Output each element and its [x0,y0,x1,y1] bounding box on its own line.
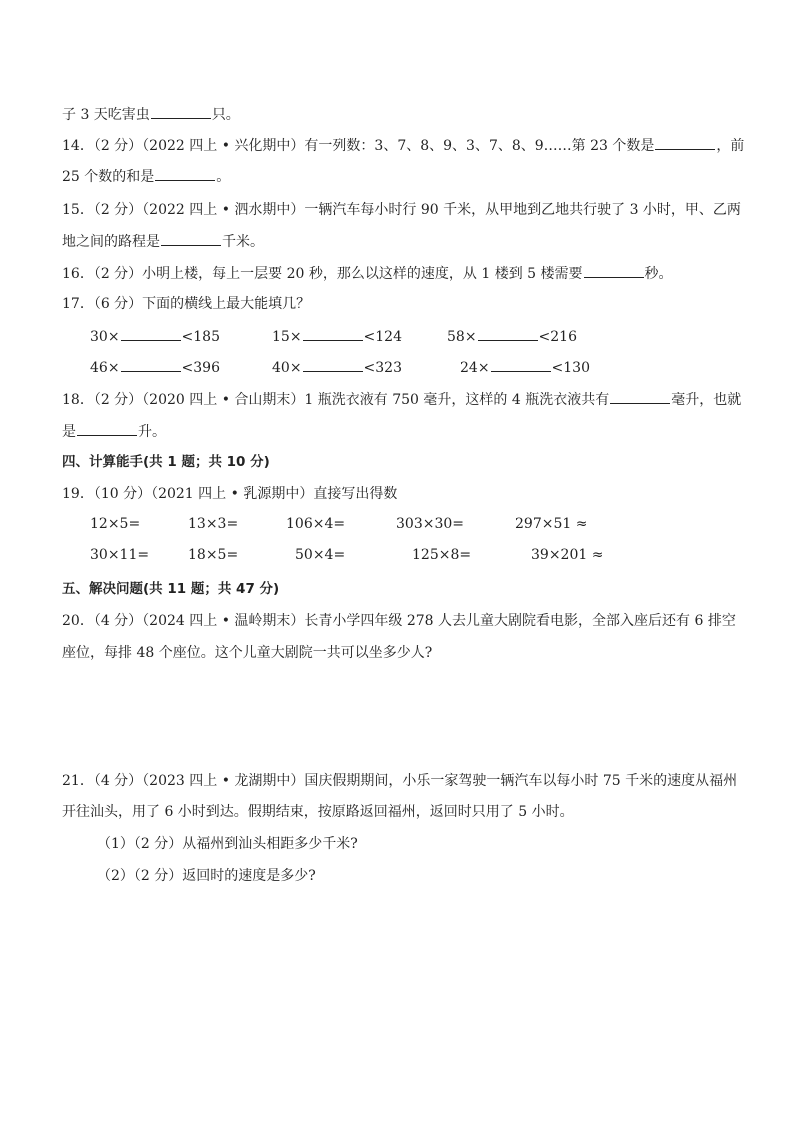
calc-item: 297×51 ≈ [515,516,588,532]
question-21-sub2: （2）（2 分）返回时的速度是多少? [97,868,316,884]
calc-item: 303×30= [396,516,464,532]
q17-item: 30× <185 [90,326,220,345]
answer-blank[interactable] [77,421,137,436]
question-18: 18．（2 分）（2020 四上 • 合山期末）1 瓶洗衣液有 750 毫升，这样的 4 瓶洗衣液共有 毫升，也就 [62,389,741,410]
question-13-tail: 子 3 天吃害虫 只。 [62,104,240,125]
answer-blank[interactable] [478,326,538,341]
section-4-heading: 四、计算能手(共 1 题；共 10 分) [62,454,270,470]
question-18-line2: 是 升。 [62,421,166,442]
section-5-heading: 五、解决问题(共 11 题；共 47 分) [62,581,280,597]
answer-blank[interactable] [121,326,181,341]
question-16: 16．（2 分）小明上楼，每上一层要 20 秒，那么以这样的速度，从 1 楼到 5 楼需要 秒。 [62,263,673,284]
calc-item: 125×8= [412,547,472,563]
calc-item: 30×11= [90,547,150,563]
answer-blank[interactable] [121,357,181,372]
q17-item: 46× <396 [90,357,220,376]
answer-blank[interactable] [584,263,644,278]
calc-item: 13×3= [188,516,239,532]
question-21-line2: 开往汕头，用了 6 小时到达。假期结束，按原路返回福州，返回时只用了 5 小时。 [62,804,574,820]
question-21-sub1: （1）（2 分）从福州到汕头相距多少千米? [97,836,358,852]
answer-blank[interactable] [610,389,670,404]
answer-blank[interactable] [151,104,211,119]
question-20: 20．（4 分）（2024 四上 • 温岭期末）长青小学四年级 278 人去儿童大剧院看电影，全部入座后还有 6 排空 [62,613,736,629]
question-14: 14．（2 分）（2022 四上 • 兴化期中）有一列数：3、7、8、9、3、7、8、9……第 23 个数是 ，前 [62,135,744,156]
q17-item: 40× <323 [272,357,402,376]
calc-item: 50×4= [295,547,346,563]
answer-blank[interactable] [491,357,551,372]
answer-blank[interactable] [161,231,221,246]
answer-blank[interactable] [303,357,363,372]
calc-item: 12×5= [90,516,141,532]
answer-blank[interactable] [155,166,215,181]
question-14-line2: 25 个数的和是 。 [62,166,230,187]
calc-item: 39×201 ≈ [531,547,604,563]
question-20-line2: 座位，每排 48 个座位。这个儿童大剧院一共可以坐多少人? [62,645,433,661]
calc-item: 106×4= [286,516,346,532]
answer-blank[interactable] [303,326,363,341]
question-17: 17．（6 分）下面的横线上最大能填几？ [62,296,311,312]
q17-item: 58× <216 [447,326,577,345]
q17-item: 24× <130 [460,357,590,376]
question-15: 15．（2 分）（2022 四上 • 泗水期中）一辆汽车每小时行 90 千米，从甲地到乙地共行驶了 3 小时，甲、乙两 [62,202,741,218]
question-19: 19．（10 分）（2021 四上 • 乳源期中）直接写出得数 [62,486,398,502]
question-15-line2: 地之间的路程是 千米。 [62,231,264,252]
answer-blank[interactable] [655,135,715,150]
q17-item: 15× <124 [272,326,402,345]
calc-item: 18×5= [188,547,239,563]
question-21: 21．（4 分）（2023 四上 • 龙湖期中）国庆假期期间，小乐一家驾驶一辆汽车以每小时 75 千米的速度从福州 [62,773,738,789]
